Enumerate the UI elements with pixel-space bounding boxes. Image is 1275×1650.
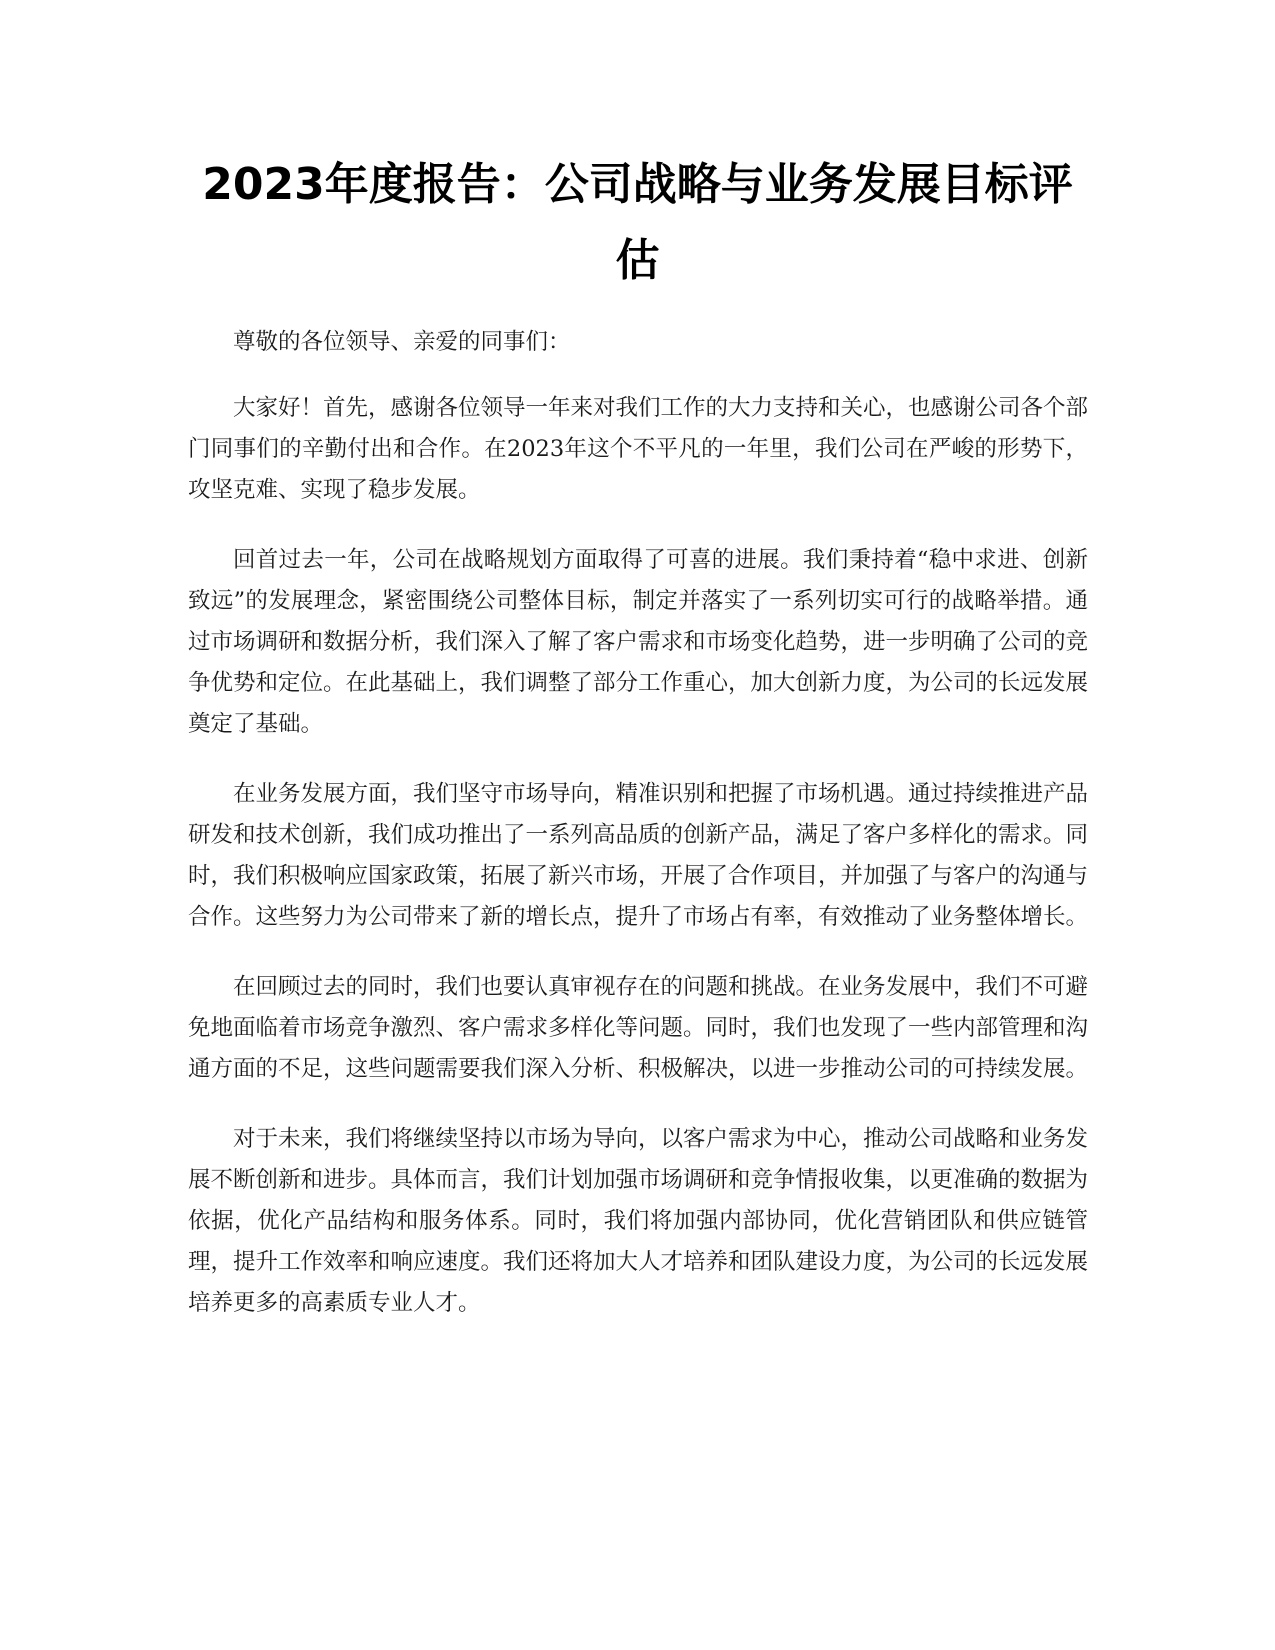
document-body (188, 322, 1088, 1353)
paragraph-business: 在业务发展方面，我们坚守市场导向，精准识别和把握了市场机遇。通过持续推进产品研发和技术创新，我们成功推出了一系列高品质的创新产品，满足了客户多样化的需求。同时，我们积极响应国家政策，拓展了新兴市场，开展了合作项目，并加强了与客户的沟通与合作。这些努力为公司带来了新的增长点，提升了市场占有率，有效推动了业务整体增长。 (188, 781, 1089, 930)
document-title: 2023年度报告：公司战略与业务发展目标评估 (202, 159, 1073, 286)
paragraph-intro: 大家好！首先，感谢各位领导一年来对我们工作的大力支持和关心，也感谢公司各个部门同事们的辛勤付出和合作。在2023年这个不平凡的一年里，我们公司在严峻的形势下，攻坚克难、实现了稳步发展。 (188, 395, 1089, 503)
paragraph-strategy: 回首过去一年，公司在战略规划方面取得了可喜的进展。我们秉持着“稳中求进、创新致远”的发展理念，紧密围绕公司整体目标，制定并落实了一系列切实可行的战略举措。通过市场调研和数据分析，我们深入了解了客户需求和市场变化趋势，进一步明确了公司的竞争优势和定位。在此基础上，我们调整了部分工作重心，加大创新力度，为公司的长远发展奠定了基础。 (188, 547, 1089, 737)
paragraph-challenges: 在回顾过去的同时，我们也要认真审视存在的问题和挑战。在业务发展中，我们不可避免地面临着市场竞争激烈、客户需求多样化等问题。同时，我们也发现了一些内部管理和沟通方面的不足，这些问题需要我们深入分析、积极解决，以进一步推动公司的可持续发展。 (188, 974, 1089, 1082)
greeting: 尊敬的各位领导、亲爱的同事们： (233, 329, 571, 355)
paragraph-future: 对于未来，我们将继续坚持以市场为导向，以客户需求为中心，推动公司战略和业务发展不断创新和进步。具体而言，我们计划加强市场调研和竞争情报收集，以更准确的数据为依据，优化产品结构和服务体系。同时，我们将加强内部协同，优化营销团队和供应链管理，提升工作效率和响应速度。我们还将加大人才培养和团队建设力度，为公司的长远发展培养更多的高素质专业人才。 (188, 1126, 1089, 1316)
